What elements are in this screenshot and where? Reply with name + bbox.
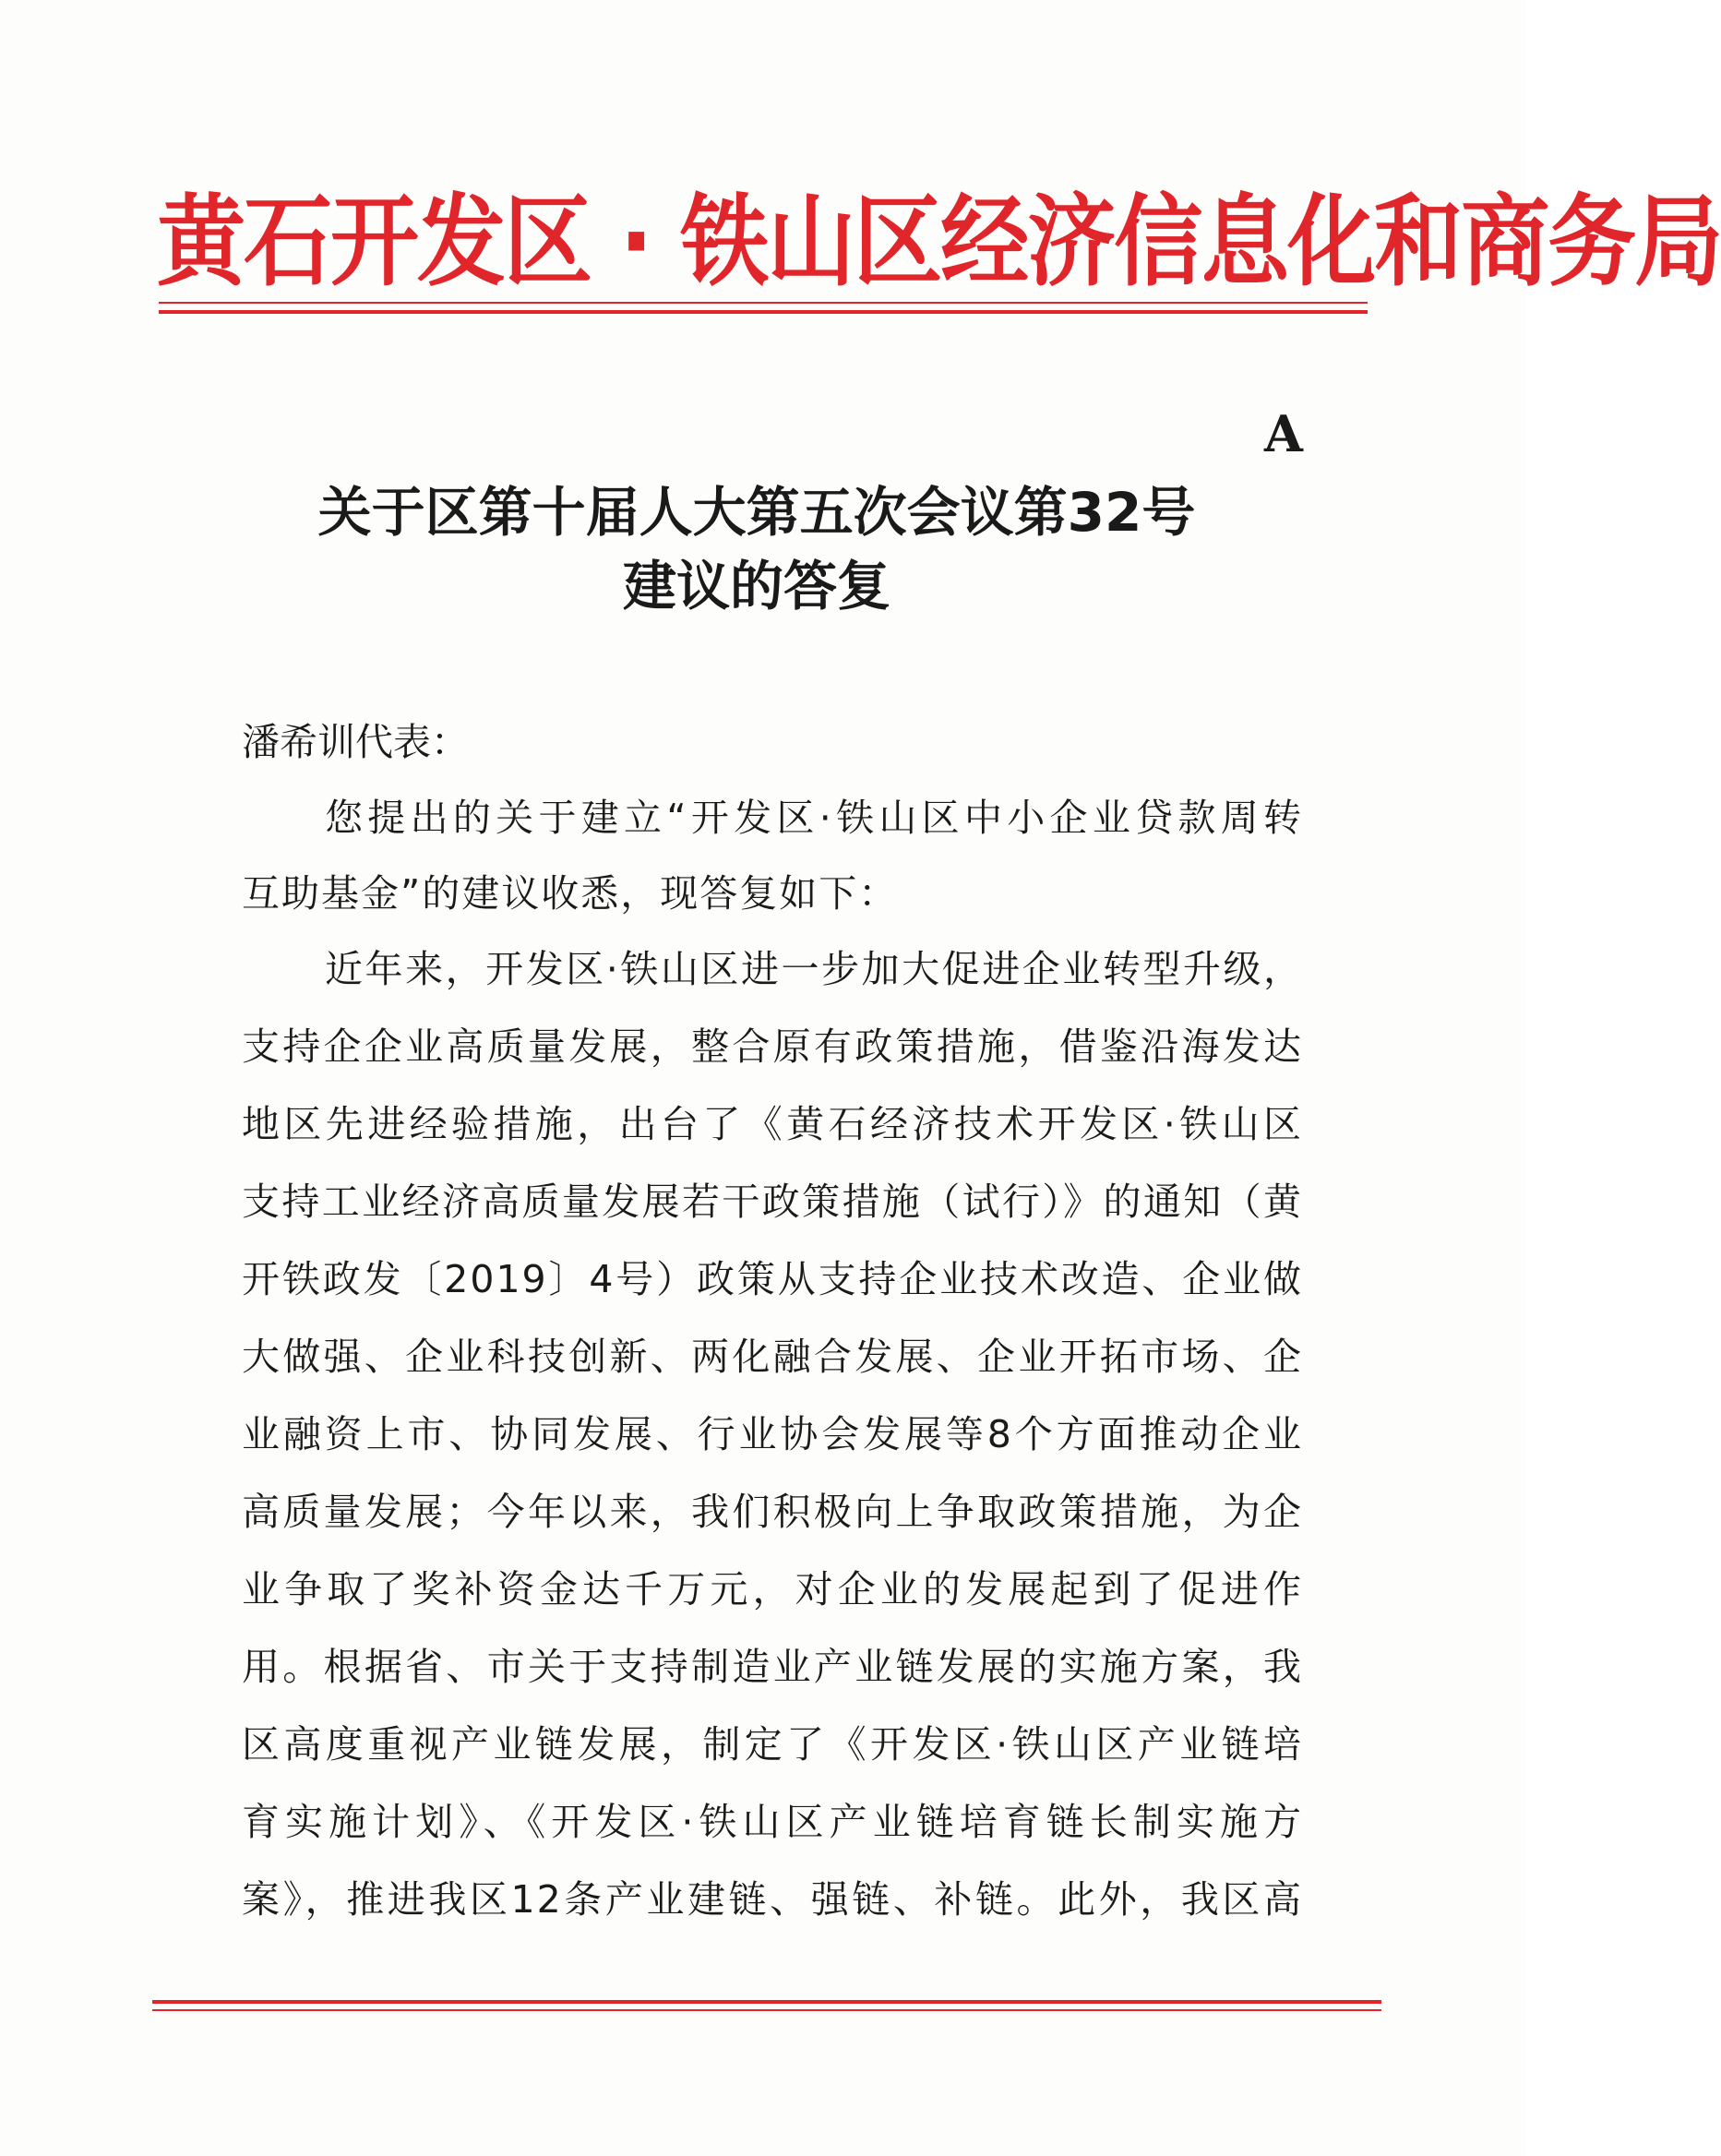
body-line: 区高度重视产业链发展，制定了《开发区·铁山区产业链培 — [242, 1722, 1303, 1767]
salutation: 潘希训代表： — [242, 720, 469, 764]
document-grade-mark: A — [1264, 404, 1303, 463]
letterhead-rule-bottom — [159, 310, 1368, 314]
body-line: 育实施计划》、《开发区·铁山区产业链培育链长制实施方 — [242, 1800, 1303, 1844]
body-line: 支持企企业高质量发展，整合原有政策措施，借鉴沿海发达 — [242, 1024, 1303, 1069]
body-line: 高质量发展；今年以来，我们积极向上争取政策措施，为企 — [242, 1490, 1303, 1534]
body-line: 业融资上市、协同发展、行业协会发展等8个方面推动企业 — [242, 1412, 1303, 1456]
body-line: 案》，推进我区12条产业建链、强链、补链。此外，我区高 — [242, 1877, 1303, 1922]
body-line: 大做强、企业科技创新、两化融合发展、企业开拓市场、企 — [242, 1335, 1303, 1379]
document-title-line-2: 建议的答复 — [622, 555, 890, 617]
document-title — [240, 475, 1273, 623]
body-line: 业争取了奖补资金达千万元，对企业的发展起到了促进作 — [242, 1567, 1303, 1611]
body-line: 地区先进经验措施，出台了《黄石经济技术开发区·铁山区 — [242, 1102, 1303, 1146]
footer-rule-bottom — [152, 2009, 1381, 2011]
letterhead-title: 黄石开发区 · 铁山区经济信息化和商务局 — [157, 184, 1721, 300]
letterhead-rule-top — [159, 302, 1368, 304]
body-line: 开铁政发〔2019〕4号）政策从支持企业技术改造、企业做 — [242, 1257, 1303, 1301]
body-line: 互助基金”的建议收悉，现答复如下： — [242, 871, 899, 916]
body-line: 近年来，开发区·铁山区进一步加大促进企业转型升级， — [325, 947, 1303, 991]
body-line: 您提出的关于建立“开发区·铁山区中小企业贷款周转 — [325, 796, 1303, 840]
document-title-line-1: 关于区第十届人大第五次会议第32号 — [317, 481, 1196, 544]
footer-rule-top — [152, 2000, 1381, 2004]
body-line: 用。根据省、市关于支持制造业产业链发展的实施方案，我 — [242, 1645, 1303, 1689]
body-line: 支持工业经济高质量发展若干政策措施（试行）》的通知（黄 — [242, 1180, 1303, 1224]
